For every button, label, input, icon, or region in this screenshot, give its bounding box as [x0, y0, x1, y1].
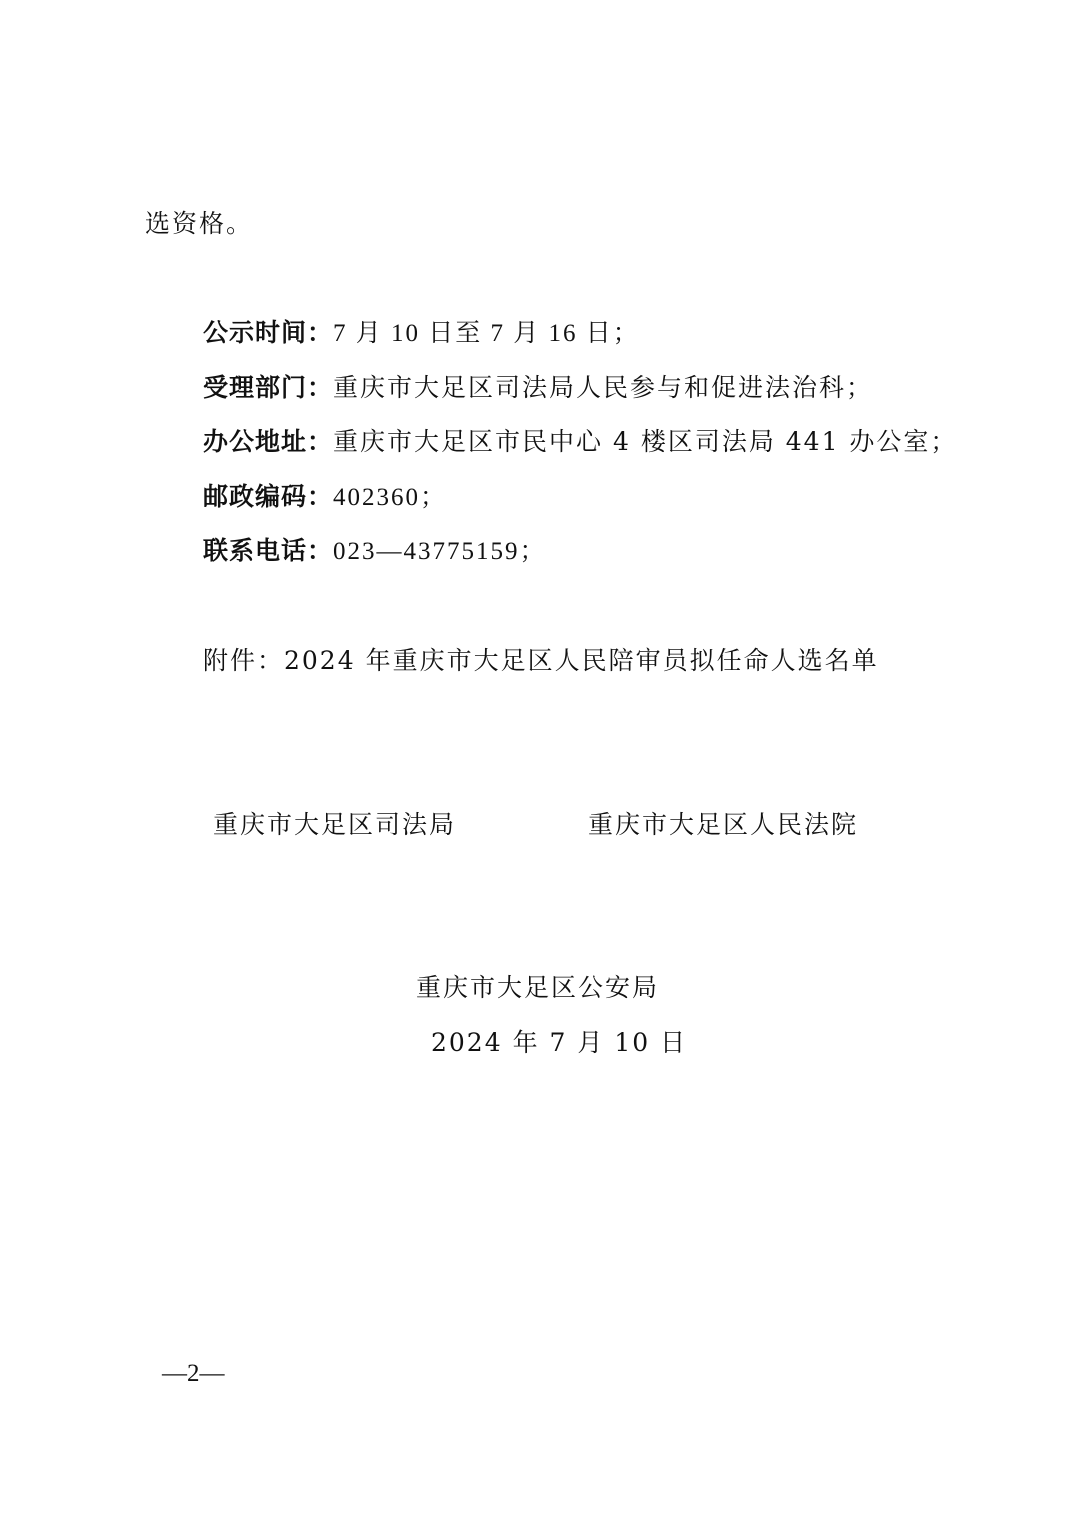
info-label: 联系电话： — [203, 536, 334, 565]
info-row-department — [203, 370, 873, 406]
info-row-phone — [203, 533, 547, 570]
info-label: 受理部门： — [203, 373, 334, 402]
info-row-postal-code — [203, 479, 447, 516]
info-value: 023—43775159； — [333, 538, 547, 565]
info-value: 7 月 10 日至 7 月 16 日； — [333, 320, 640, 347]
signatory-peoples-court: 重庆市大足区人民法院 — [588, 810, 859, 839]
info-row-address — [203, 424, 957, 460]
attachment-note: 附件：2024 年重庆市大足区人民陪审员拟任命人选名单 — [203, 646, 879, 675]
continued-text: 选资格。 — [145, 209, 254, 238]
page-number: —2— — [162, 1360, 225, 1387]
info-label: 公示时间： — [203, 318, 334, 347]
signatory-justice-bureau: 重庆市大足区司法局 — [213, 810, 457, 839]
info-label: 邮政编码： — [203, 482, 334, 511]
info-value: 重庆市大足区司法局人民参与和促进法治科； — [333, 373, 874, 402]
info-value: 402360； — [333, 484, 448, 511]
info-row-publicity-period — [203, 315, 640, 352]
info-label: 办公地址： — [203, 427, 334, 456]
signatory-public-security-bureau: 重庆市大足区公安局 — [416, 973, 660, 1002]
document-date: 2024 年 7 月 10 日 — [431, 1028, 688, 1057]
info-value: 重庆市大足区市民中心 4 楼区司法局 441 办公室； — [333, 427, 958, 456]
